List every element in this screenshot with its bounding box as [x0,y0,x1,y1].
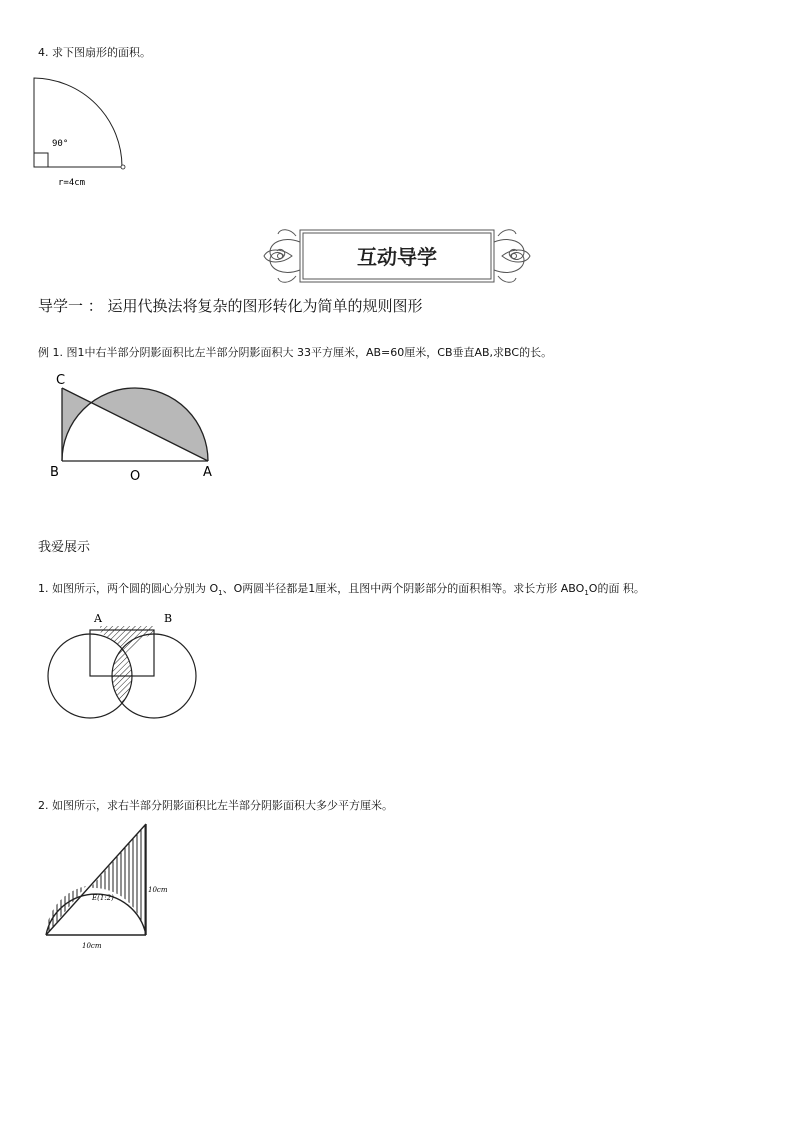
problem1-figure [40,608,210,723]
point-c-label: C [56,373,66,388]
example1-text: 例 1. 图1中右半部分阴影面积比左半部分阴影面积大 33平方厘米，AB=60厘米，CB垂直AB,求BC的长。 [38,346,553,359]
q4-text: 4. 求下图扇形的面积。 [38,46,151,59]
base-label: 10cm [82,942,102,950]
banner-ornament-left [264,230,300,283]
problem1-text [38,580,645,597]
example1-figure [40,368,230,488]
problem1-text-before: 1. 如图所示，两个圆的圆心分别为 O [38,582,219,595]
point-a-label: A [203,465,212,480]
problem1-text-middle: 、O两圆半径都是1厘米，且图中两个阴影部分的面积相等。求长方形 ABO [222,582,585,595]
quarter-circle-figure [30,70,140,190]
section1-title: 导学一 ： 运用代换法将复杂的图形转化为简单的规则图形 [38,297,423,315]
problem2-figure [40,820,200,955]
problem1-sub1: 1 [218,589,223,598]
angle-label: 90° [52,139,69,149]
height-label: 10cm [148,886,168,894]
banner-title: 互动导学 [357,245,437,269]
radius-label: r=4cm [58,178,86,188]
section-banner [262,222,532,292]
endpoint-dot [121,165,125,169]
banner-ornament-right [494,230,530,283]
quarter-circle-sector [34,78,122,167]
show-title: 我爱展示 [38,540,91,555]
problem2-text: 2. 如图所示，求右半部分阴影面积比左半部分阴影面积大多少平方厘米。 [38,799,393,812]
problem1-text-after: O的面 积。 [588,582,645,595]
problem1-sub2: 1 [584,589,589,598]
point-o-label: O [130,469,141,484]
right-angle-mark [34,153,48,167]
point-e-label: E(1:2) [92,894,114,902]
point-b-label: B [50,465,59,480]
right-shade [90,824,146,935]
point-a-label: A [94,612,102,625]
point-b-label: B [164,612,173,625]
